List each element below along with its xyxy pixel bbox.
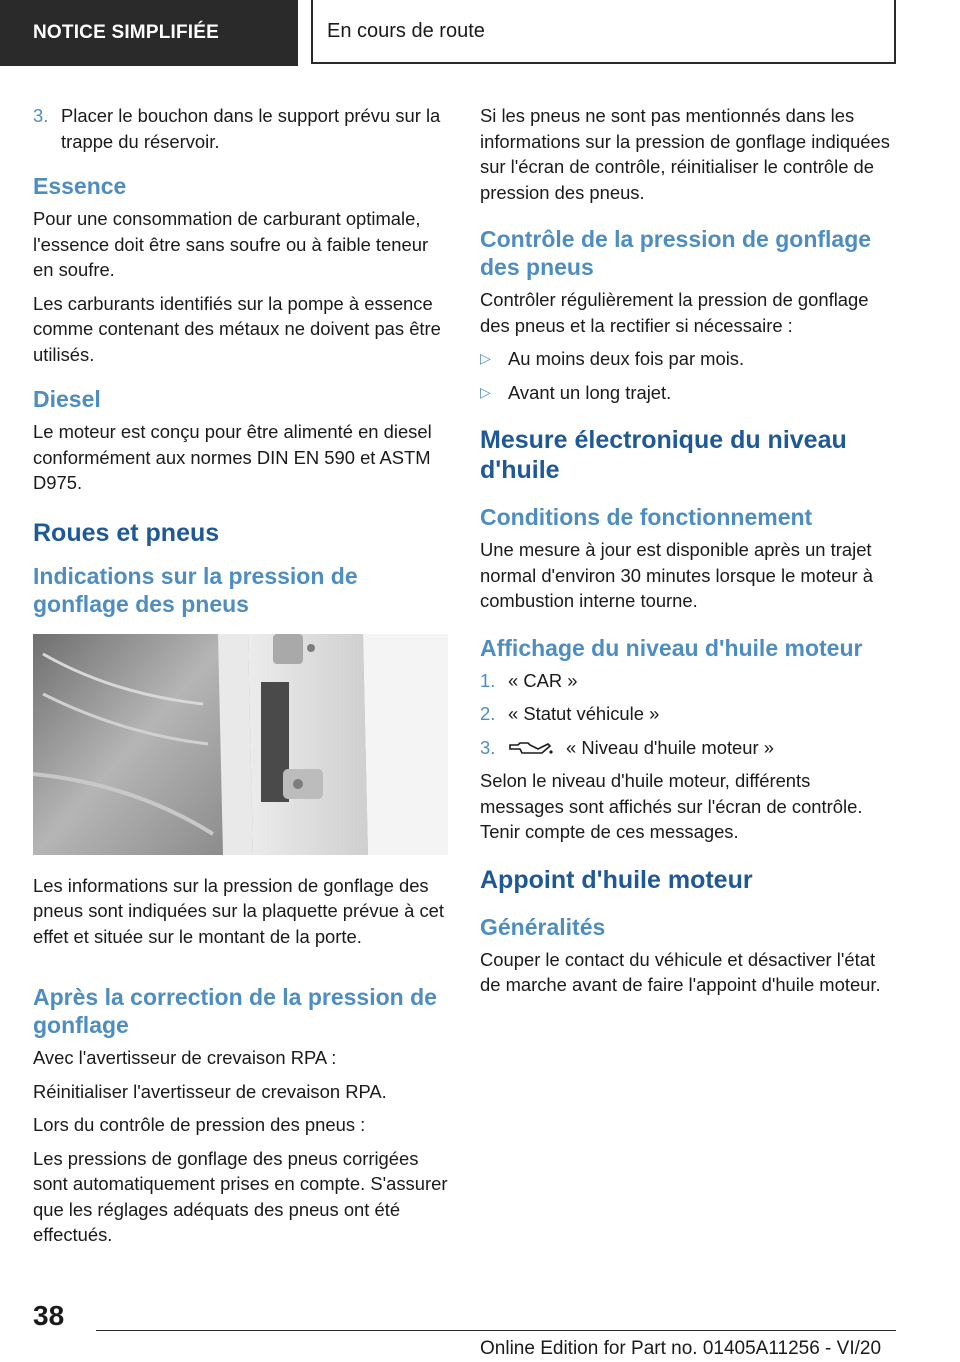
list-item xyxy=(480,346,895,372)
oil-can-icon xyxy=(508,739,554,759)
left-column xyxy=(33,103,448,1256)
edition-footer: Online Edition for Part no. 01405A11256 - VI/20 xyxy=(480,1338,882,1359)
paragraph: Pour une consommation de carburant optimale, l'essence doit être sans soufre ou à faible teneur en soufre. xyxy=(33,208,429,280)
section-title: En cours de route xyxy=(327,19,485,42)
image-caption: Les informations sur la pression de gonflage des pneus sont indiquées sur la plaquette prévue à cet effet et située sur le montant de la porte. xyxy=(33,874,445,947)
page-number: 38 xyxy=(33,1300,65,1331)
step-text: Placer le bouchon dans le support prévu sur la trappe du réservoir. xyxy=(61,105,441,152)
step-number: 3. xyxy=(33,105,49,126)
section-heading: Essence xyxy=(33,173,127,199)
door-pillar-photo xyxy=(33,634,448,855)
paragraph: Couper le contact du véhicule et désactiver l'état de marche avant de faire l'appoint d'huile moteur. xyxy=(480,948,881,995)
paragraph: Avec l'avertisseur de crevaison RPA : xyxy=(33,1047,337,1068)
paragraph: Selon le niveau d'huile moteur, différents messages sont affichés sur l'écran de contrôle. Tenir compte de ces messages. xyxy=(480,770,863,842)
list-item xyxy=(480,380,895,406)
section-heading: Affichage du niveau d'huile moteur xyxy=(480,634,863,661)
bullet-text: Au moins deux fois par mois. xyxy=(508,348,745,369)
section-heading: Généralités xyxy=(480,913,606,940)
paragraph: Les carburants identifiés sur la pompe à essence comme contenant des métaux ne doivent pas être utilisés. xyxy=(33,292,441,365)
paragraph: Réinitialiser l'avertisseur de crevaison RPA. xyxy=(33,1080,387,1102)
section-heading: Indications sur la pression de gonflage des pneus xyxy=(33,562,358,617)
section-heading: Diesel xyxy=(33,386,101,412)
step-text: « CAR » xyxy=(508,669,578,691)
paragraph: Contrôler régulièrement la pression de gonflage des pneus et la rectifier si nécessaire : xyxy=(480,289,869,336)
footer-divider xyxy=(96,1330,896,1331)
list-item xyxy=(480,668,895,694)
paragraph: Le moteur est conçu pour être alimenté en diesel conformément aux normes DIN EN 590 et ASTM D975. xyxy=(33,421,432,493)
step-text: « Statut véhicule » xyxy=(508,703,660,724)
list-item xyxy=(33,103,448,154)
bullet-text: Avant un long trajet. xyxy=(508,381,672,403)
section-heading: Conditions de fonctionnement xyxy=(480,504,813,530)
section-header xyxy=(311,0,896,64)
step-number: 2. xyxy=(480,703,496,724)
step-number: 3. xyxy=(480,736,496,758)
list-item xyxy=(480,701,895,727)
paragraph: Une mesure à jour est disponible après un trajet normal d'environ 30 minutes lorsque le moteur à combustion interne tourne. xyxy=(480,539,873,611)
paragraph: Les pressions de gonflage des pneus corrigées sont automatiquement prises en compte. S'assurer que les réglages adéquats des pneus ont été effectués. xyxy=(33,1147,448,1245)
right-column xyxy=(480,103,895,1006)
paragraph: Lors du contrôle de pression des pneus : xyxy=(33,1114,366,1135)
section-heading: Après la correction de la pression de gonflage xyxy=(33,984,437,1038)
step-number: 1. xyxy=(480,669,496,691)
section-heading: Contrôle de la pression de gonflage des pneus xyxy=(480,226,872,280)
chapter-heading: Mesure électronique du niveau d'huile xyxy=(480,426,847,484)
triangle-right-icon: ▷ xyxy=(480,350,491,366)
step-text: « Niveau d'huile moteur » xyxy=(566,736,774,758)
chapter-title: NOTICE SIMPLIFIÉE xyxy=(33,22,220,43)
chapter-heading: Roues et pneus xyxy=(33,518,220,547)
chapter-tab xyxy=(0,0,298,66)
triangle-right-icon: ▷ xyxy=(480,383,491,400)
list-item xyxy=(480,735,895,761)
paragraph: Si les pneus ne sont pas mentionnés dans les informations sur la pression de gonflage indiquées sur l'écran de contrôle, réinitialiser le contrôle de pression des pneus. xyxy=(480,105,890,203)
chapter-heading: Appoint d'huile moteur xyxy=(480,865,753,894)
